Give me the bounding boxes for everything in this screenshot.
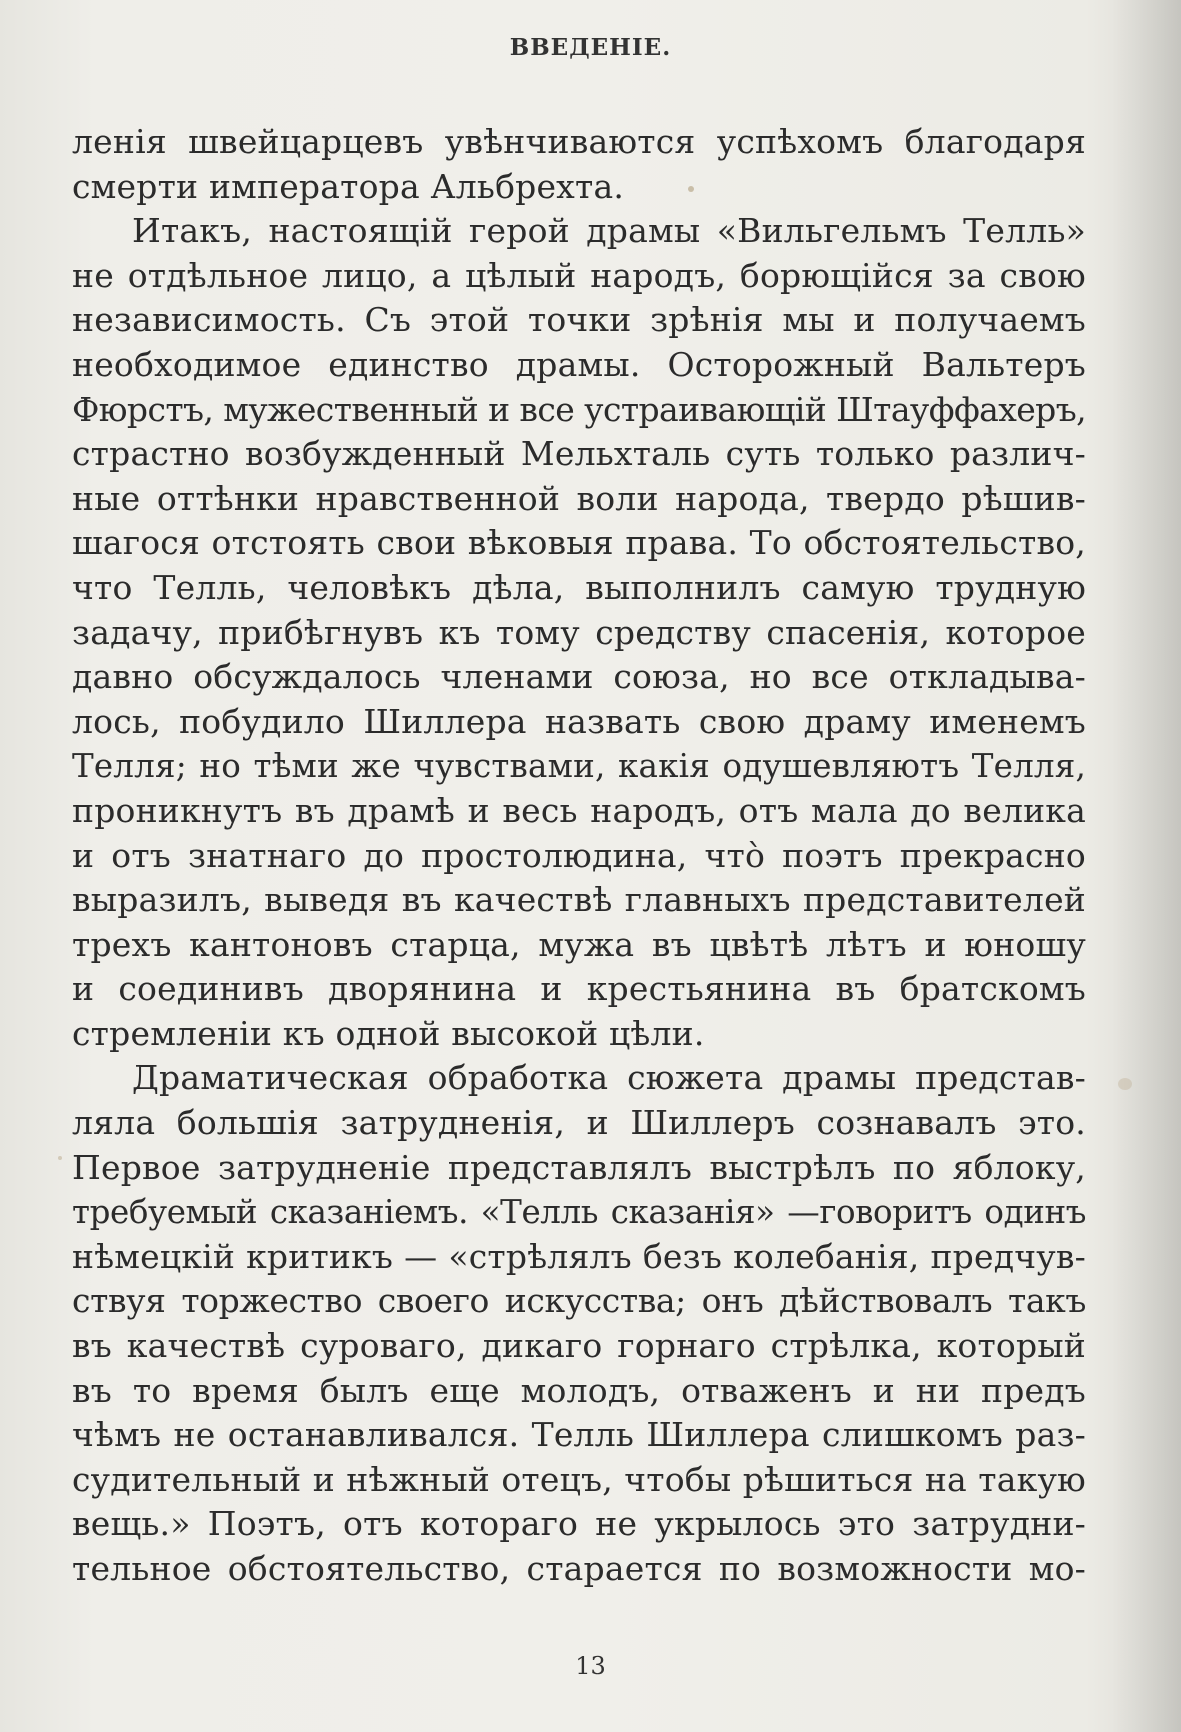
text-line: лось, побудило Шиллера назвать свою драму именемъ [72, 701, 1086, 741]
text-line: ствуя торжество своего искусства; онъ дѣйствовалъ такъ [72, 1281, 1086, 1321]
text-line: и отъ знатнаго до простолюдина, что̀ поэтъ прекрасно [72, 835, 1086, 875]
text-line: ленія швейцарцевъ увѣнчиваются успѣхомъ благодаря [72, 122, 1086, 161]
running-head: ВВЕДЕНІЕ. [509, 34, 672, 61]
text-line: нѣмецкій критикъ — «стрѣлялъ безъ колебанія, предчув- [72, 1236, 1086, 1276]
body-text [72, 120, 1086, 1592]
text-line: требуемый сказаніемъ. «Телль сказанія» —говоритъ одинъ [72, 1193, 1086, 1232]
text-line: необходимое единство драмы. Осторожный Вальтеръ [72, 344, 1086, 384]
text-line: независимость. Съ этой точки зрѣнія мы и получаемъ [72, 300, 1086, 340]
text-line: задачу, прибѣгнувъ къ тому средству спасенія, которое [72, 612, 1086, 652]
paper-speck [58, 1156, 62, 1160]
text-line: страстно возбужденный Мельхталь суть только различ- [72, 434, 1086, 474]
page-number: 13 [575, 1652, 606, 1680]
paragraph-start-line: Итакъ, настоящій герой драмы «Вильгельмъ Телль» [132, 211, 1086, 251]
paper-speck [688, 186, 694, 192]
text-line: чѣмъ не останавливался. Телль Шиллера слишкомъ раз- [72, 1415, 1086, 1455]
text-line: тельное обстоятельство, старается по возможности мо- [72, 1549, 1086, 1588]
text-line: выразилъ, выведя въ качествѣ главныхъ представителей [72, 880, 1086, 920]
paragraph-start-line: Драматическая обработка сюжета драмы представ- [132, 1058, 1086, 1098]
text-line: что Телль, человѣкъ дѣла, выполнилъ самую трудную [72, 567, 1086, 607]
text-line: и соединивъ дворянина и крестьянина въ братскомъ [72, 969, 1086, 1009]
text-line: въ то время былъ еще молодъ, отваженъ и ни предъ [72, 1370, 1086, 1410]
text-line: давно обсуждалось членами союза, но все откладыва- [72, 657, 1086, 697]
page-gutter-shadow [1111, 0, 1181, 1732]
text-line: ляла большія затрудненія, и Шиллеръ сознавалъ это. [72, 1103, 1086, 1143]
text-line: трехъ кантоновъ старца, мужа въ цвѣтѣ лѣтъ и юношу [72, 924, 1086, 964]
text-line: не отдѣльное лицо, а цѣлый народъ, борющійся за свою [72, 255, 1086, 295]
text-line: смерти императора Альбрехта. [72, 166, 625, 206]
text-line: Первое затрудненіе представлялъ выстрѣлъ по яблоку, [72, 1147, 1086, 1187]
text-line: проникнутъ въ драмѣ и весь народъ, отъ мала до велика [72, 790, 1086, 830]
text-line: Фюрстъ, мужественный и все устраивающій Штауффахеръ, [72, 389, 1086, 429]
text-line: шагося отстоять свои вѣковыя права. То обстоятельство, [72, 523, 1086, 563]
text-line: стремленіи къ одной высокой цѣли. [72, 1013, 705, 1053]
text-line: Телля; но тѣми же чувствами, какія одушевляютъ Телля, [72, 747, 1086, 786]
text-line: вещь.» Поэтъ, отъ котораго не укрылось это затрудни- [72, 1504, 1086, 1544]
text-line: судительный и нѣжный отецъ, чтобы рѣшиться на такую [72, 1459, 1086, 1499]
paper-speck [1118, 1078, 1132, 1090]
text-line: ные оттѣнки нравственной воли народа, твердо рѣшив- [72, 478, 1086, 518]
text-line: въ качествѣ суроваго, дикаго горнаго стрѣлка, который [72, 1326, 1086, 1366]
